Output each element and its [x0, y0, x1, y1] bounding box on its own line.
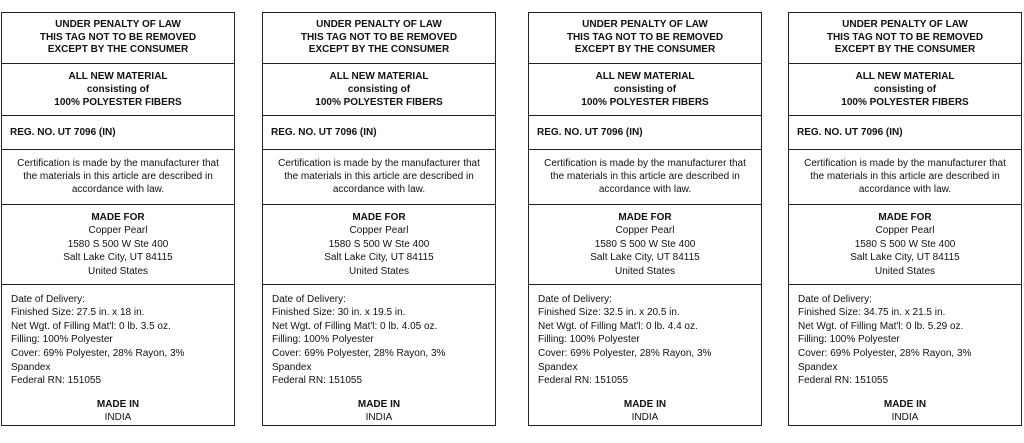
details-section [2, 285, 234, 425]
detail-line: Federal RN: 151055 [272, 375, 363, 387]
header-line: THIS TAG NOT TO BE REMOVED [566, 31, 724, 43]
material-line: 100% POLYESTER FIBERS [315, 96, 443, 108]
detail-line: Net Wgt. of Filling Mat'l: 0 lb. 4.4 oz. [538, 320, 698, 332]
detail-line: Cover: 69% Polyester, 28% Rayon, 3% Spandex [11, 348, 185, 373]
material-line: ALL NEW MATERIAL [329, 70, 429, 82]
made-for-heading: MADE FOR [878, 211, 932, 223]
details-section [789, 285, 1021, 425]
detail-line: Date of Delivery: [798, 293, 872, 305]
detail-line: Net Wgt. of Filling Mat'l: 0 lb. 4.05 oz. [272, 320, 438, 332]
made-in-heading: MADE IN [623, 398, 667, 410]
made-in [798, 398, 1012, 425]
registration-number: REG. NO. UT 7096 (IN) [529, 116, 761, 150]
made-for-section [263, 205, 495, 285]
made-for-line: United States [614, 265, 676, 277]
made-in-heading: MADE IN [96, 398, 140, 410]
registration-number: REG. NO. UT 7096 (IN) [789, 116, 1021, 150]
made-for-section [2, 205, 234, 285]
made-in-heading: MADE IN [357, 398, 401, 410]
material-section [789, 64, 1021, 115]
made-for-heading: MADE FOR [91, 211, 145, 223]
details-section [529, 285, 761, 425]
material-line: 100% POLYESTER FIBERS [54, 96, 182, 108]
law-tag [262, 12, 496, 426]
detail-line: Finished Size: 30 in. x 19.5 in. [272, 307, 406, 319]
made-in-country: INDIA [891, 412, 919, 424]
header-line: EXCEPT BY THE CONSUMER [574, 44, 716, 56]
detail-line: Filling: 100% Polyester [798, 334, 900, 346]
detail-line: Net Wgt. of Filling Mat'l: 0 lb. 5.29 oz. [798, 320, 964, 332]
law-tag [1, 12, 235, 426]
material-line: consisting of [613, 83, 677, 95]
made-in-country: INDIA [104, 412, 132, 424]
made-in [538, 398, 752, 425]
detail-line: Federal RN: 151055 [798, 375, 889, 387]
material-line: consisting of [86, 83, 150, 95]
made-for-line: United States [87, 265, 149, 277]
made-for-section [789, 205, 1021, 285]
detail-line: Date of Delivery: [272, 293, 346, 305]
material-section [263, 64, 495, 115]
registration-number: REG. NO. UT 7096 (IN) [263, 116, 495, 150]
made-for-heading: MADE FOR [618, 211, 672, 223]
made-for-line: United States [874, 265, 936, 277]
made-for-line: 1580 S 500 W Ste 400 [328, 238, 430, 250]
detail-line: Date of Delivery: [11, 293, 85, 305]
material-line: consisting of [873, 83, 937, 95]
material-section [529, 64, 761, 115]
made-for-line: Salt Lake City, UT 84115 [850, 252, 960, 264]
made-in-country: INDIA [631, 412, 659, 424]
detail-line: Federal RN: 151055 [538, 375, 629, 387]
header-line: UNDER PENALTY OF LAW [55, 19, 181, 31]
registration-number: REG. NO. UT 7096 (IN) [2, 116, 234, 150]
detail-line: Filling: 100% Polyester [272, 334, 374, 346]
material-section [2, 64, 234, 115]
detail-line: Federal RN: 151055 [11, 375, 102, 387]
made-for-line: 1580 S 500 W Ste 400 [594, 238, 696, 250]
material-line: ALL NEW MATERIAL [855, 70, 955, 82]
detail-line: Cover: 69% Polyester, 28% Rayon, 3% Spandex [798, 348, 972, 373]
material-line: 100% POLYESTER FIBERS [581, 96, 709, 108]
header-line: UNDER PENALTY OF LAW [842, 19, 968, 31]
made-for-line: Salt Lake City, UT 84115 [590, 252, 700, 264]
header-line: UNDER PENALTY OF LAW [316, 19, 442, 31]
header-line: EXCEPT BY THE CONSUMER [47, 44, 189, 56]
certification-text: Certification is made by the manufacturer that the materials in this article are described in accordance with law. [529, 150, 761, 205]
detail-line: Cover: 69% Polyester, 28% Rayon, 3% Spandex [538, 348, 712, 373]
made-for-heading: MADE FOR [352, 211, 406, 223]
law-header [789, 13, 1021, 64]
detail-line: Filling: 100% Polyester [11, 334, 113, 346]
detail-line: Date of Delivery: [538, 293, 612, 305]
detail-line: Finished Size: 32.5 in. x 20.5 in. [538, 307, 680, 319]
material-line: ALL NEW MATERIAL [595, 70, 695, 82]
material-line: ALL NEW MATERIAL [68, 70, 168, 82]
law-tag [788, 12, 1022, 426]
header-line: THIS TAG NOT TO BE REMOVED [826, 31, 984, 43]
header-line: EXCEPT BY THE CONSUMER [308, 44, 450, 56]
made-for-line: Copper Pearl [875, 225, 935, 237]
detail-line: Finished Size: 27.5 in. x 18 in. [11, 307, 145, 319]
detail-line: Finished Size: 34.75 in. x 21.5 in. [798, 307, 946, 319]
law-header [529, 13, 761, 64]
detail-line: Net Wgt. of Filling Mat'l: 0 lb. 3.5 oz. [11, 320, 171, 332]
made-in [11, 398, 225, 425]
certification-text: Certification is made by the manufacturer that the materials in this article are described in accordance with law. [263, 150, 495, 205]
certification-text: Certification is made by the manufacturer that the materials in this article are described in accordance with law. [789, 150, 1021, 205]
made-for-line: Copper Pearl [615, 225, 675, 237]
law-header [2, 13, 234, 64]
made-for-line: Copper Pearl [88, 225, 148, 237]
header-line: EXCEPT BY THE CONSUMER [834, 44, 976, 56]
certification-text: Certification is made by the manufacturer that the materials in this article are described in accordance with law. [2, 150, 234, 205]
header-line: UNDER PENALTY OF LAW [582, 19, 708, 31]
made-for-line: Copper Pearl [349, 225, 409, 237]
made-for-line: Salt Lake City, UT 84115 [324, 252, 434, 264]
material-line: consisting of [347, 83, 411, 95]
material-line: 100% POLYESTER FIBERS [841, 96, 969, 108]
made-for-line: Salt Lake City, UT 84115 [63, 252, 173, 264]
detail-line: Cover: 69% Polyester, 28% Rayon, 3% Spandex [272, 348, 446, 373]
made-in-heading: MADE IN [883, 398, 927, 410]
made-in-country: INDIA [365, 412, 393, 424]
made-for-line: 1580 S 500 W Ste 400 [67, 238, 169, 250]
made-for-line: 1580 S 500 W Ste 400 [854, 238, 956, 250]
detail-line: Filling: 100% Polyester [538, 334, 640, 346]
law-header [263, 13, 495, 64]
made-for-line: United States [348, 265, 410, 277]
details-section [263, 285, 495, 425]
header-line: THIS TAG NOT TO BE REMOVED [39, 31, 197, 43]
made-in [272, 398, 486, 425]
law-tag [528, 12, 762, 426]
made-for-section [529, 205, 761, 285]
header-line: THIS TAG NOT TO BE REMOVED [300, 31, 458, 43]
